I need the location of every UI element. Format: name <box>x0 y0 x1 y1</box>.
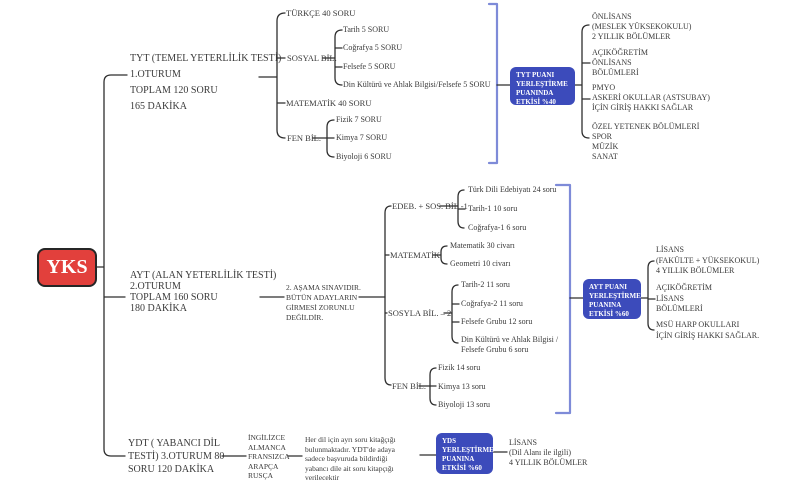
tyt-outcome-onlisans <box>592 12 691 42</box>
ayt-edeb-item: Tarih-1 10 soru <box>468 204 518 213</box>
leaf-line: Din Kültürü ve Ahlak Bilgisi / <box>461 335 559 344</box>
ydt-title-line: YDT ( YABANCI DİL <box>128 438 220 449</box>
tyt-title <box>130 51 281 115</box>
ydt-language: ARAPÇA <box>248 461 279 471</box>
ydt-languages <box>248 433 290 481</box>
tyt-score-line: TYT PUANI <box>516 71 555 79</box>
ydt-title-line: SORU 120 DAKİKA <box>128 464 215 475</box>
ydt-note-line: verilecektir <box>305 473 340 482</box>
outcome-line: 4 YILLIK BÖLÜMLER <box>509 458 588 467</box>
ayt-outcome-acikogretim <box>656 283 712 315</box>
tyt-sosyal-item: Coğrafya 5 SORU <box>343 43 403 52</box>
outcome-line: (MESLEK YÜKSEKOKULU) <box>592 22 692 31</box>
ayt-score-box <box>583 279 641 319</box>
ydt-outcome-lisans <box>509 438 587 468</box>
ayt-edeb-item: Türk Dili Edebiyatı 24 soru <box>468 185 557 194</box>
outcome-line: SANAT <box>592 152 618 161</box>
root-label: YKS <box>46 256 88 278</box>
outcome-line: 2 YILLIK BÖLÜMLER <box>592 32 671 41</box>
ayt-sosyal-item: Tarih-2 11 soru <box>461 280 510 289</box>
tyt-subject-fen: FEN BİL. <box>287 133 321 143</box>
ydt-note-line: bulunmaktadır. YDT'de adaya <box>305 444 396 454</box>
tyt-subject-matematik: MATEMATİK 40 SORU <box>286 98 372 108</box>
ayt-score-line: YERLEŞTİRME <box>589 292 641 300</box>
outcome-line: (FAKÜLTE + YÜKSEKOKUL) <box>656 255 760 265</box>
ydt-score-box <box>436 433 493 474</box>
ayt-title <box>130 270 276 314</box>
ayt-outcomes-bracket <box>641 261 655 330</box>
tyt-score-box <box>510 67 575 105</box>
outcome-line: ÖNLİSANS <box>592 58 632 67</box>
ayt-note-line: 2. AŞAMA SINAVIDIR. <box>286 283 361 292</box>
tyt-outcomes-bracket <box>575 25 590 138</box>
ayt-title-line: 180 DAKİKA <box>130 303 187 314</box>
ydt-score-line: PUANINA <box>442 455 475 463</box>
trunk-line <box>97 75 127 456</box>
ayt-score-line: AYT PUANI <box>589 283 627 291</box>
outcome-line: İÇİN GİRİŞ HAKKI SAĞLAR <box>592 103 694 112</box>
ayt-edeb-item: Coğrafya-1 6 soru <box>468 223 527 232</box>
ayt-mat-item: Matematik 30 civarı <box>450 241 515 250</box>
leaf-line: Felsefe Grubu 6 soru <box>461 344 529 354</box>
ydt-language: ALMANCA <box>248 442 286 452</box>
ydt-note-line: yabancı dile ait soru kitapçığı <box>305 463 394 473</box>
tyt-sosyal-item: Din Kültürü ve Ahlak Bilgisi/Felsefe 5 SORU <box>343 80 491 89</box>
outcome-line: 4 YILLIK BÖLÜMLER <box>656 266 735 275</box>
ayt-title-line: AYT (ALAN YETERLİLİK TESTİ) <box>130 270 277 281</box>
tyt-fen-item: Fizik 7 SORU <box>336 115 382 124</box>
ydt-language: FRANSIZCA <box>248 452 290 461</box>
tyt-title-line: 1.OTURUM <box>130 69 181 80</box>
ayt-title-line: 2.OTURUM <box>130 281 181 292</box>
ydt-language: RUSÇA <box>248 471 274 480</box>
ayt-note-line: GİRMESİ ZORUNLU <box>286 303 355 312</box>
tyt-fen-item: Biyoloji 6 SORU <box>336 152 392 161</box>
ayt-mat-item: Geometri 10 civarı <box>450 259 511 268</box>
ydt-note <box>305 435 396 483</box>
ayt-subject-sosyal: SOSYLA BİL. – 2 <box>388 308 452 318</box>
ayt-subject-edeb: EDEB. + SOS. BİL -1 <box>392 201 468 211</box>
ydt-title <box>128 437 224 476</box>
ydt-score-line: ETKİSİ %60 <box>442 464 482 472</box>
tyt-score-line: ETKİSİ %40 <box>516 98 556 106</box>
ayt-sosyal-item-din <box>461 335 558 354</box>
tyt-outcome-pmyo <box>592 83 710 113</box>
ydt-score-line: YERLEŞTİRME <box>442 446 494 454</box>
ayt-score-line: PUANINA <box>589 301 622 309</box>
root-node-yks <box>37 248 97 287</box>
tyt-title-line: 165 DAKİKA <box>130 101 187 112</box>
tyt-score-line: PUANINDA <box>516 89 554 97</box>
outcome-line: MSÜ HARP OKULLARI <box>656 320 740 329</box>
ayt-blue-bracket <box>556 185 570 413</box>
ayt-fen-item: Biyoloji 13 soru <box>438 400 491 409</box>
ayt-note-line: DEĞİLDİR. <box>286 313 324 322</box>
outcome-line: LİSANS <box>509 438 538 447</box>
ydt-language: İNGİLİZCE <box>248 433 286 442</box>
tyt-outcome-ozel-yetenek <box>592 122 699 162</box>
ayt-sosyal-item: Coğrafya-2 11 soru <box>461 299 523 308</box>
tyt-subject-turkce: TÜRKÇE 40 SORU <box>286 8 356 18</box>
tyt-title-line: TYT (TEMEL YETERLİLİK TESTİ) <box>130 53 282 64</box>
ydt-note-line: Her dil için ayrı soru kitağçığı <box>305 435 396 444</box>
ayt-note <box>286 283 361 323</box>
tyt-sosyal-item: Felsefe 5 SORU <box>343 62 396 71</box>
ydt-title-line: TESTİ) 3.OTURUM 80 <box>128 451 225 462</box>
ayt-title-line: TOPLAM 160 SORU <box>130 292 218 303</box>
outcome-line: AÇIKÖĞRETİM <box>656 283 712 292</box>
outcome-line: AÇIKÖĞRETİM <box>592 48 648 57</box>
ayt-subject-fen: FEN BİL. <box>392 381 426 391</box>
ayt-score-line: ETKİSİ %60 <box>589 310 629 318</box>
outcome-line: (Dil Alanı ile ilgili) <box>509 448 571 457</box>
outcome-line: BÖLÜMLERİ <box>656 304 703 313</box>
outcome-line: BÖLÜMLERİ <box>592 68 639 77</box>
outcome-line: İÇİN GİRİŞ HAKKI SAĞLAR. <box>656 330 760 340</box>
outcome-line: SPOR <box>592 132 613 141</box>
tyt-fen-item: Kimya 7 SORU <box>336 133 388 142</box>
outcome-line: PMYO <box>592 83 616 92</box>
outcome-line: LİSANS <box>656 245 685 254</box>
ayt-note-line: BÜTÜN ADAYLARIN <box>286 293 358 302</box>
outcome-line: LİSANS <box>656 293 685 303</box>
outcome-line: ASKERİ OKULLAR (ASTSUBAY) <box>592 93 710 102</box>
ayt-subject-matematik: MATEMATİK <box>390 250 441 260</box>
tyt-outcome-acikogretim <box>592 48 648 78</box>
ayt-fen-item: Fizik 14 soru <box>438 363 481 372</box>
ydt-score-line: YDS <box>442 437 457 445</box>
outcome-line: ÖNLİSANS <box>592 12 632 21</box>
ayt-bracket <box>385 206 391 385</box>
tyt-title-line: TOPLAM 120 SORU <box>130 85 218 96</box>
outcome-line: MÜZİK <box>592 142 619 151</box>
ydt-note-line: sadece başvuruda bildirdiği <box>305 454 388 463</box>
ayt-sosyal-item: Felsefe Grubu 12 soru <box>461 317 533 326</box>
tyt-score-line: YERLEŞTİRME <box>516 80 568 88</box>
ayt-fen-item: Kimya 13 soru <box>438 382 486 391</box>
tyt-sosyal-item: Tarih 5 SORU <box>343 25 390 34</box>
ayt-outcome-msu <box>656 320 759 341</box>
tyt-subject-sosyal: SOSYAL BİL. <box>287 53 337 63</box>
ayt-outcome-lisans <box>656 245 759 277</box>
outcome-line: ÖZEL YETENEK BÖLÜMLERİ <box>592 122 700 131</box>
